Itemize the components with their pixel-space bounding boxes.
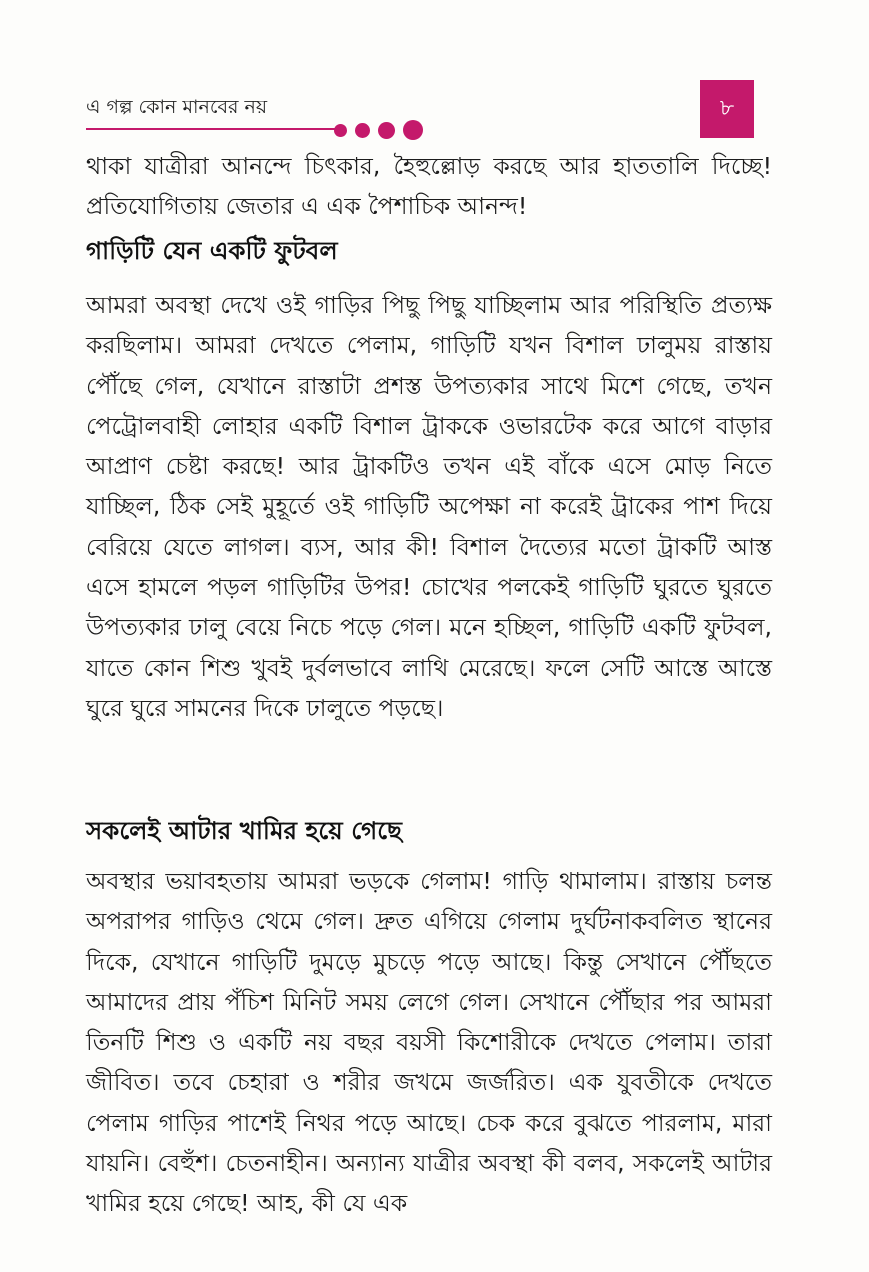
ornament-dot	[378, 122, 395, 139]
opening-paragraph: থাকা যাত্রীরা আনন্দে চিৎকার, হৈহুল্লোড় করছে আর হাততালি দিচ্ছে! প্রতিযোগিতায় জেতার এ এক পৈশাচিক আনন্দ!	[86, 152, 772, 221]
running-head-title: এ গল্প কোন মানবের নয়	[86, 96, 268, 118]
header-dots-ornament	[334, 119, 423, 141]
ornament-dot	[334, 124, 347, 137]
section-heading-football: গাড়িটি যেন একটি ফুটবল	[86, 236, 338, 265]
ornament-dot	[355, 123, 370, 138]
ornament-dot	[403, 120, 423, 140]
page-number-badge: ৮	[700, 80, 754, 138]
section-heading-dough: সকলেই আটার খামির হয়ে গেছে	[86, 816, 402, 845]
header-rule	[86, 128, 336, 130]
section-paragraph-dough: অবস্থার ভয়াবহতায় আমরা ভড়কে গেলাম! গাড়ি থামালাম। রাস্তায় চলন্ত অপরাপর গাড়িও থেমে গেল। দ্রুত এগিয়ে গেলাম দুর্ঘটনাকবলিত স্থানের দিকে, যেখানে গাড়িটি দুমড়ে মুচড়ে পড়ে আছে। কিন্তু সেখানে পৌঁছতে আমাদের প্রায় পঁচিশ মিনিট সময় লেগে গেল। সেখানে পৌঁছার পর আমরা তিনটি শিশু ও একটি নয় বছর বয়সী কিশোরীকে দেখতে পেলাম। তারা জীবিত। তবে চেহারা ও শরীর জখমে জর্জরিত। এক যুবতীকে দেখতে পেলাম গাড়ির পাশেই নিথর পড়ে আছে। চেক করে বুঝতে পারলাম, মারা যায়নি। বেহুঁশ। চেতনাহীন। অন্যান্য যাত্রীর অবস্থা কী বলব, সকলেই আটার খামির হয়ে গেছে! আহ, কী যে এক	[86, 867, 772, 1218]
section-paragraph-football: আমরা অবস্থা দেখে ওই গাড়ির পিছু পিছু যাচ্ছিলাম আর পরিস্থিতি প্রত্যক্ষ করছিলাম। আমরা দেখতে পেলাম, গাড়িটি যখন বিশাল ঢালুময় রাস্তায় পৌঁছে গেল, যেখানে রাস্তাটা প্রশস্ত উপত্যকার সাথে মিশে গেছে, তখন পেট্রোলবাহী লোহার একটি বিশাল ট্রাককে ওভারটেক করে আগে বাড়ার আপ্রাণ চেষ্টা করছে! আর ট্রাকটিও তখন এই বাঁকে এসে মোড় নিতে যাচ্ছিল, ঠিক সেই মুহূর্তে ওই গাড়িটি অপেক্ষা না করেই ট্রাকের পাশ দিয়ে বেরিয়ে যেতে লাগল। ব্যস, আর কী! বিশাল দৈত্যের মতো ট্রাকটি আস্ত এসে হামলে পড়ল গাড়িটির উপর! চোখের পলকেই গাড়িটি ঘুরতে ঘুরতে উপত্যকার ঢালু বেয়ে নিচে পড়ে গেল। মনে হচ্ছিল, গাড়িটি একটি ফুটবল, যাতে কোন শিশু খুবই দুর্বলভাবে লাথি মেরেছে। ফলে সেটি আস্তে আস্তে ঘুরে ঘুরে সামনের দিকে ঢালুতে পড়ছে।	[86, 291, 772, 722]
